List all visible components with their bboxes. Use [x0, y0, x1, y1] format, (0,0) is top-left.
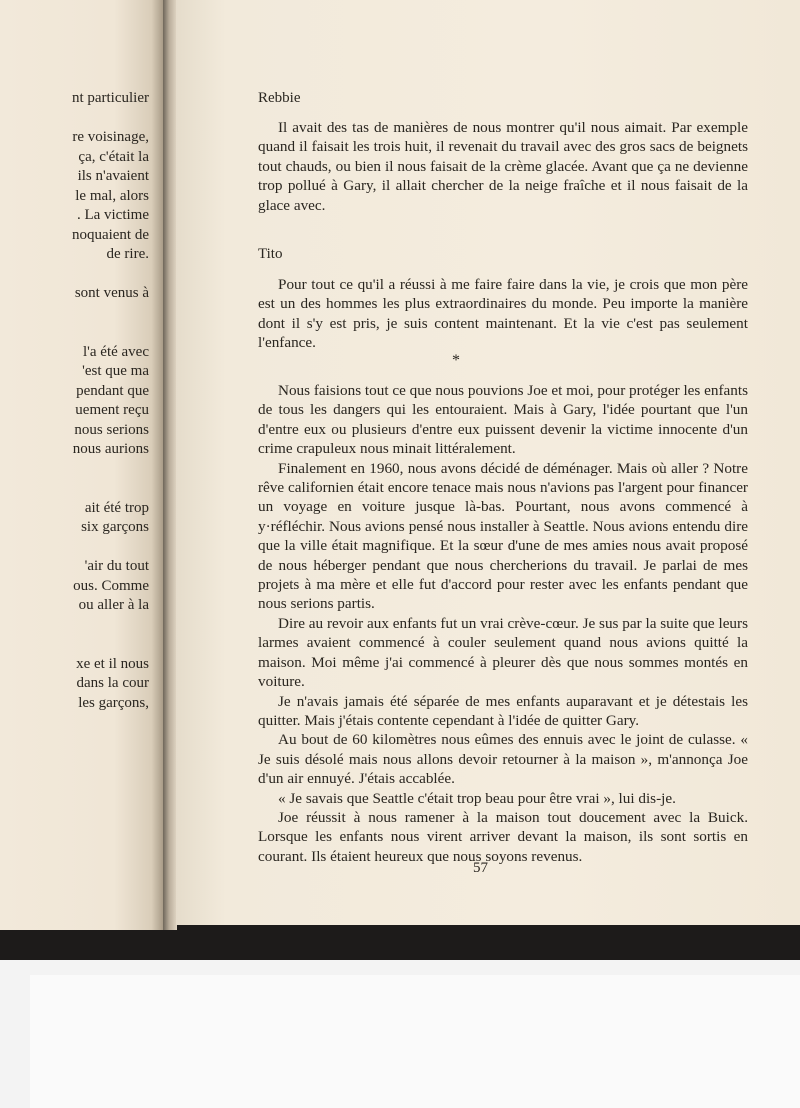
- left-page-line: uement reçu: [75, 402, 149, 418]
- paragraph-rebbie-text: Il avait des tas de manières de nous montrer qu'il nous aimait. Par exemple quand il faisait les trois huit, il revenait du travail avec des gros sacs de beignets tout chauds, ou bien il nous faisait de la crème glacée. Avant que ça ne devienne trop pollué à Gary, il allait chercher de la neige fraîche et il nous faisait de la glace avec.: [258, 119, 748, 214]
- body-paragraph: Dire au revoir aux enfants fut un vrai crève-cœur. Je sus par la suite que leurs larmes avaient commencé à couler seulement quand nous avions quitté la maison. Moi même j'ai commencé à pleurer dès que nous sommes montés en voiture.: [258, 614, 748, 691]
- paragraph-tito-text: Pour tout ce qu'il a réussi à me faire faire dans la vie, je crois que mon père est un des hommes les plus extraordinaires du monde. Peu importe la manière dont il s'y est pris, je suis content maintenant. Et la vie c'est pas seulement l'enfance.: [258, 276, 748, 352]
- page-number: 57: [473, 860, 488, 876]
- left-page-line: . La victime: [76, 207, 149, 223]
- body-paragraph: Finalement en 1960, nous avons décidé de déménager. Mais où aller ? Notre rêve californien était encore tenace mais nous n'avions pas l'argent pour financer un voyage en voiture jusque là-bas. Pourtant, nous avons commencé à y·réfléchir. Nous avions pensé nous installer à Seattle. Nous avions entendu dire que la ville était magnifique. Et la sœur d'une de mes amies nous avait proposé de nous héberger pendant que nous chercherions du travail. Je parlai de mes projets à ma mère et elle fut d'accord pour rester avec les enfants pendant que nous serions partis.: [258, 459, 748, 613]
- scanner-bed-inner: [30, 975, 800, 1108]
- left-page-line: l'a été avec: [83, 343, 149, 360]
- left-page: [0, 0, 163, 930]
- left-page-line: ait été trop: [84, 499, 149, 516]
- left-page-line: nt particulier: [71, 90, 149, 106]
- left-page-line: 'air du tout: [84, 558, 149, 574]
- body-paragraph: Nous faisions tout ce que nous pouvions Joe et moi, pour protéger les enfants de tous les dangers qui les entouraient. Mais à Gary, l'idée pourtant que l'un d'entre eux ou plusieurs d'entre eux puissent devenir la victime innocente d'un crime crapuleux nous minait littéralement.: [258, 382, 748, 458]
- paragraph-tito: [258, 275, 748, 353]
- left-page-line: nous serions: [74, 421, 149, 438]
- left-page-line: de rire.: [106, 246, 149, 262]
- left-page-line: xe et il nous: [76, 655, 149, 672]
- speaker-rebbie: Rebbie: [258, 90, 301, 106]
- left-page-line: pendant que: [76, 382, 149, 399]
- left-page-line: ils n'avaient: [77, 168, 149, 184]
- right-page: [176, 0, 800, 925]
- left-page-line: re voisinage,: [72, 129, 149, 145]
- left-page-line: dans la cour: [76, 675, 149, 691]
- left-page-line: nous aurions: [72, 441, 149, 457]
- section-separator: *: [452, 352, 460, 369]
- speaker-tito: Tito: [258, 246, 283, 262]
- left-page-line: noquaient de: [71, 226, 149, 243]
- body-paragraph: Joe réussit à nous ramener à la maison tout doucement avec la Buick. Lorsque les enfants nous virent arriver devant la maison, ils sont sortis en courant. Ils étaient heureux que nous soyons revenus.: [258, 808, 748, 865]
- left-page-line: ous. Comme: [73, 577, 149, 594]
- body-paragraph: « Je savais que Seattle c'était trop beau pour être vrai », lui dis-je.: [278, 789, 676, 807]
- body-text: [258, 381, 748, 866]
- body-paragraph: Au bout de 60 kilomètres nous eûmes des ennuis avec le joint de culasse. « Je suis désolé mais nous allons devoir retourner à la maison », m'annonça Joe d'un air ennuyé. J'étais accablée.: [258, 731, 748, 788]
- left-page-line: les garçons,: [78, 694, 149, 711]
- left-page-line: six garçons: [81, 519, 149, 535]
- body-paragraph: Je n'avais jamais été séparée de mes enfants auparavant et je détestais les quitter. Mais j'étais contente cependant à l'idée de quitter Gary.: [258, 692, 748, 729]
- left-page-line: 'est que ma: [82, 363, 149, 379]
- left-page-line: ou aller à la: [78, 597, 149, 613]
- book-gutter: [163, 0, 177, 930]
- left-page-line: sont venus à: [74, 285, 149, 301]
- paragraph-rebbie: [258, 118, 748, 215]
- left-page-line: le mal, alors: [75, 187, 149, 204]
- left-page-line: ça, c'était la: [78, 148, 149, 165]
